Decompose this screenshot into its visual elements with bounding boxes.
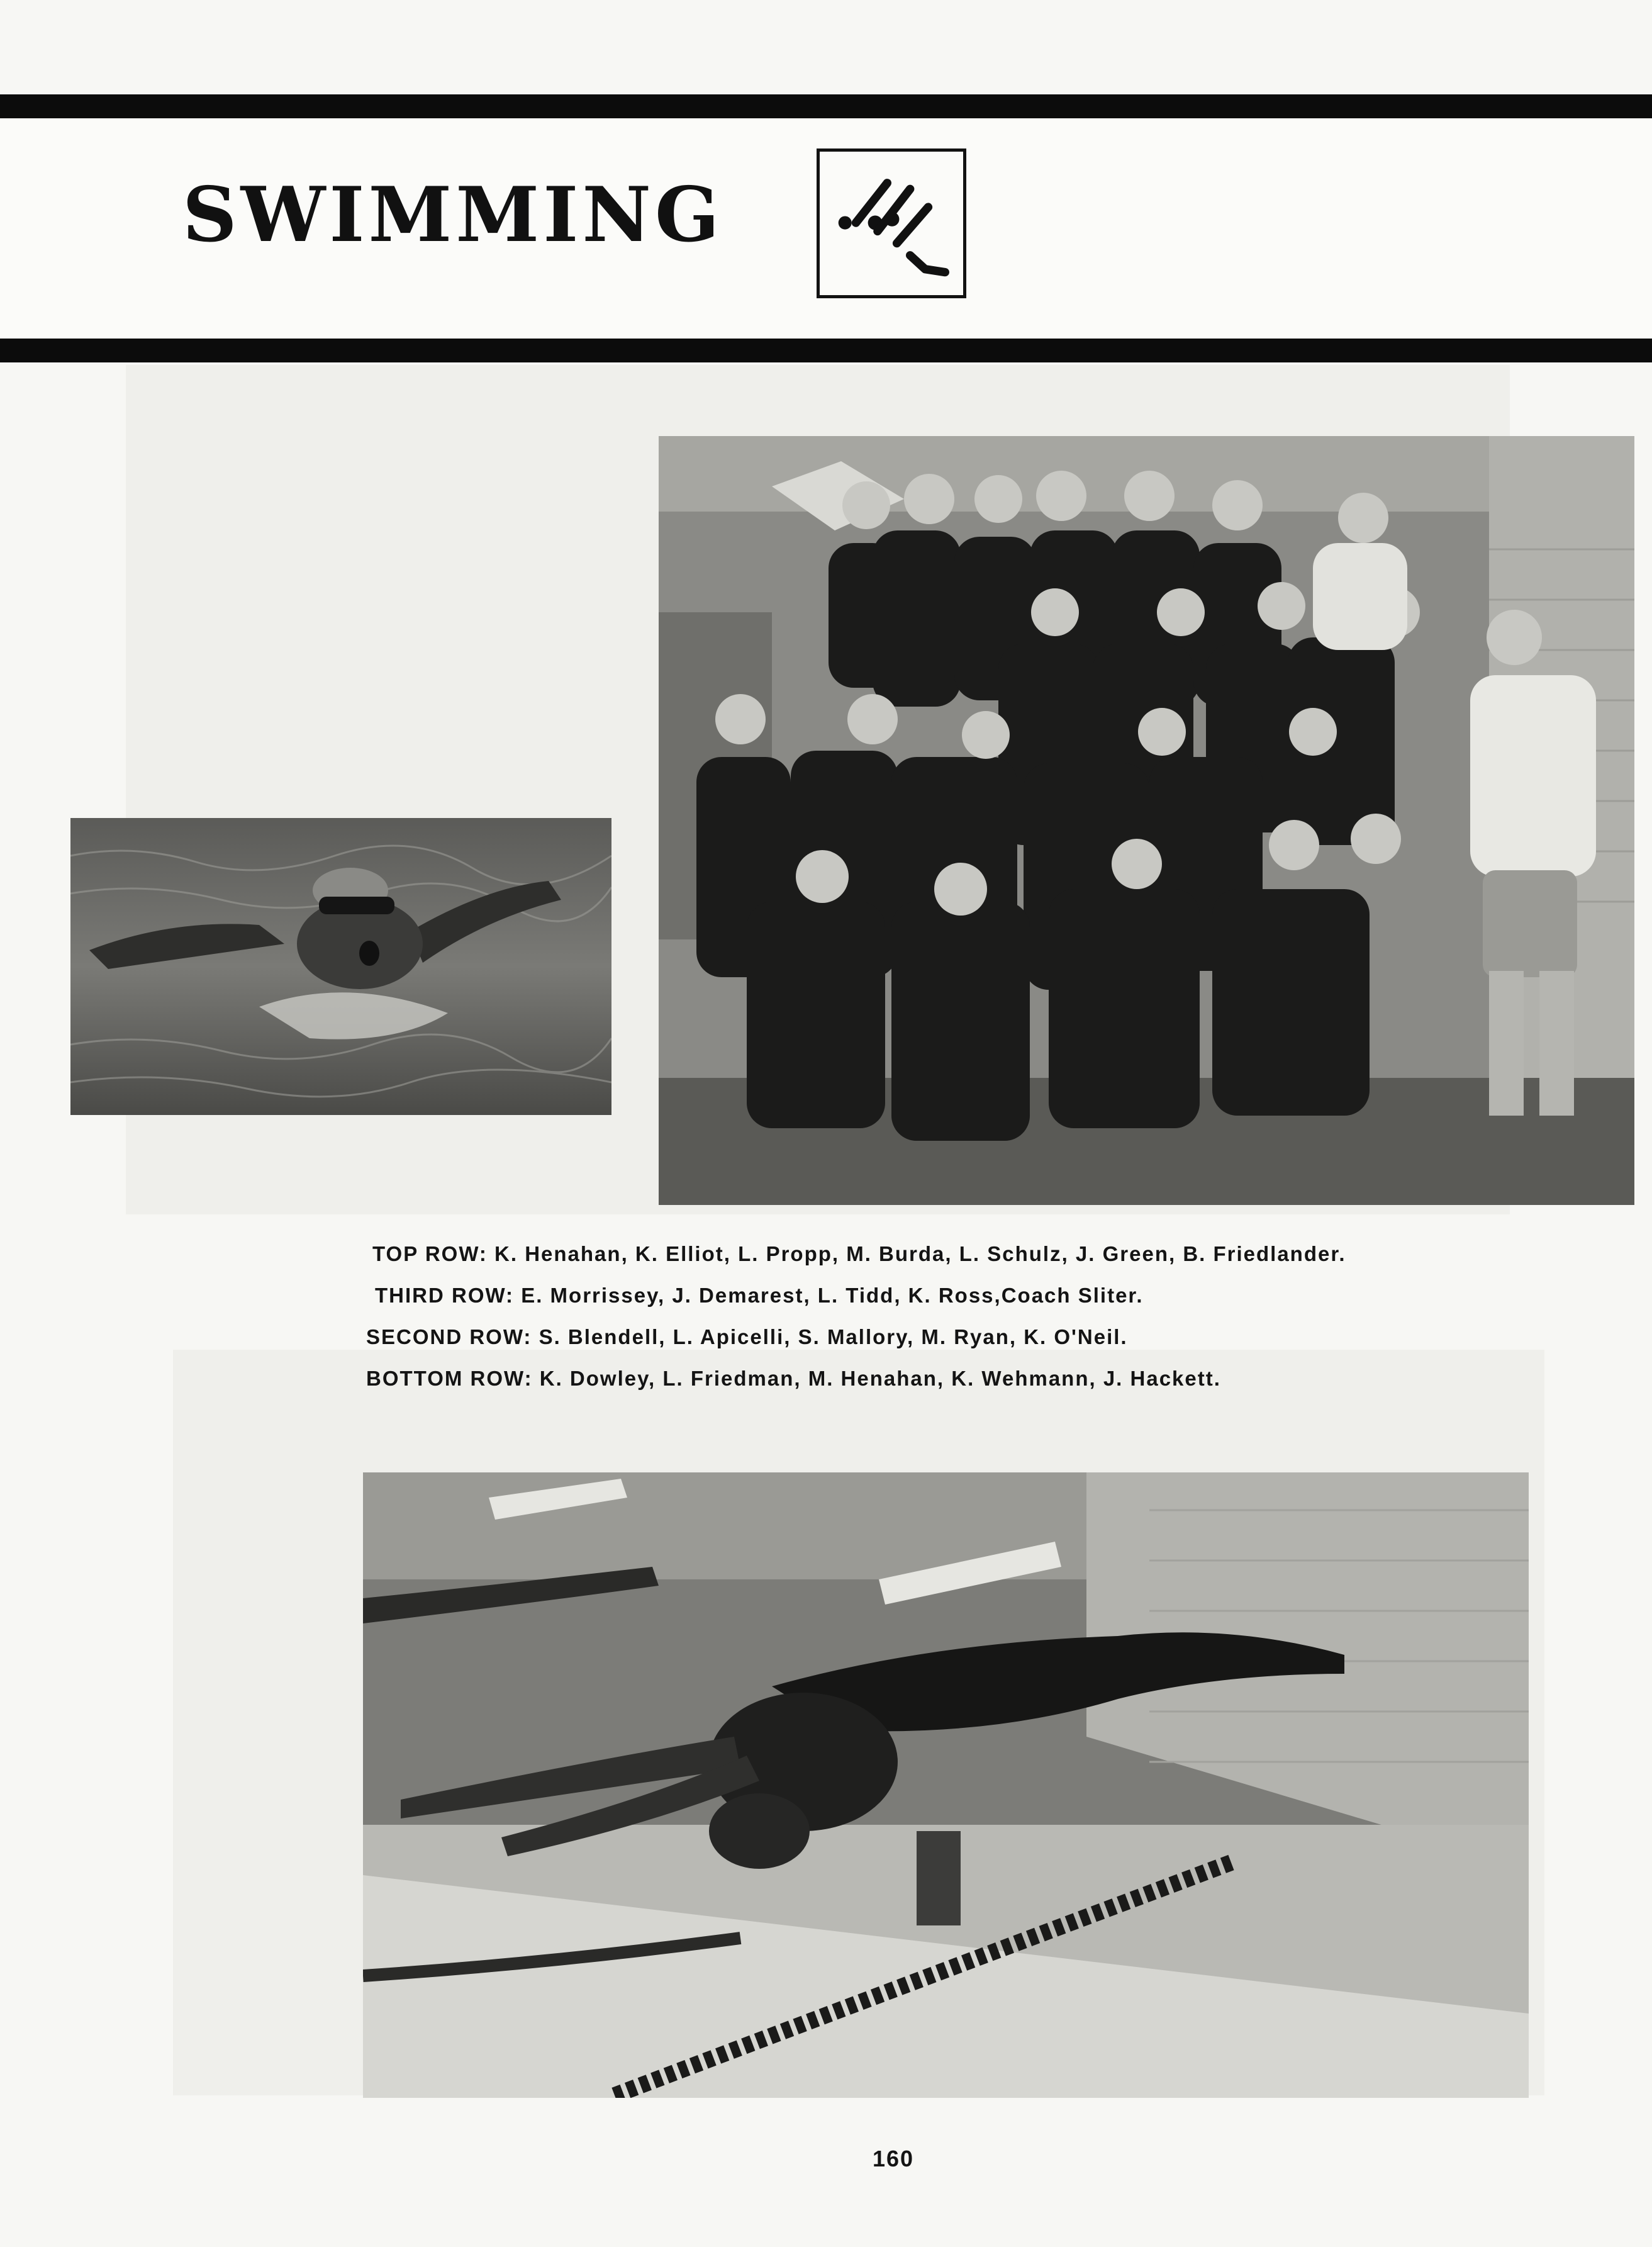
caption-row-label: THIRD ROW:	[375, 1284, 515, 1307]
caption-row-top	[372, 1233, 1598, 1275]
swimmer-pictogram-icon	[817, 148, 966, 298]
butterfly-swimmer-photo	[70, 818, 611, 1115]
caption-row-second	[366, 1316, 1598, 1358]
caption-row-label: BOTTOM ROW:	[366, 1367, 533, 1390]
caption-row-names: E. Morrissey, J. Demarest, L. Tidd, K. Ross,Coach Sliter.	[521, 1284, 1144, 1307]
caption-row-label: TOP ROW:	[372, 1242, 488, 1265]
page-number: 160	[872, 2146, 915, 2171]
caption-row-third	[375, 1275, 1598, 1316]
header-rule-top	[0, 94, 1652, 118]
team-roster-caption	[365, 1233, 1598, 1399]
page-title: SWIMMING	[182, 171, 723, 259]
header-rule-bottom	[0, 339, 1652, 362]
caption-row-names: K. Henahan, K. Elliot, L. Propp, M. Burda, L. Schulz, J. Green, B. Friedlander.	[494, 1242, 1346, 1265]
caption-row-names: K. Dowley, L. Friedman, M. Henahan, K. Wehmann, J. Hackett.	[539, 1367, 1221, 1390]
caption-row-label: SECOND ROW:	[366, 1325, 532, 1348]
caption-row-bottom	[366, 1358, 1598, 1399]
racing-dive-photo	[363, 1472, 1529, 2098]
caption-row-names: S. Blendell, L. Apicelli, S. Mallory, M. Ryan, K. O'Neil.	[539, 1325, 1128, 1348]
team-group-photo	[659, 436, 1634, 1205]
